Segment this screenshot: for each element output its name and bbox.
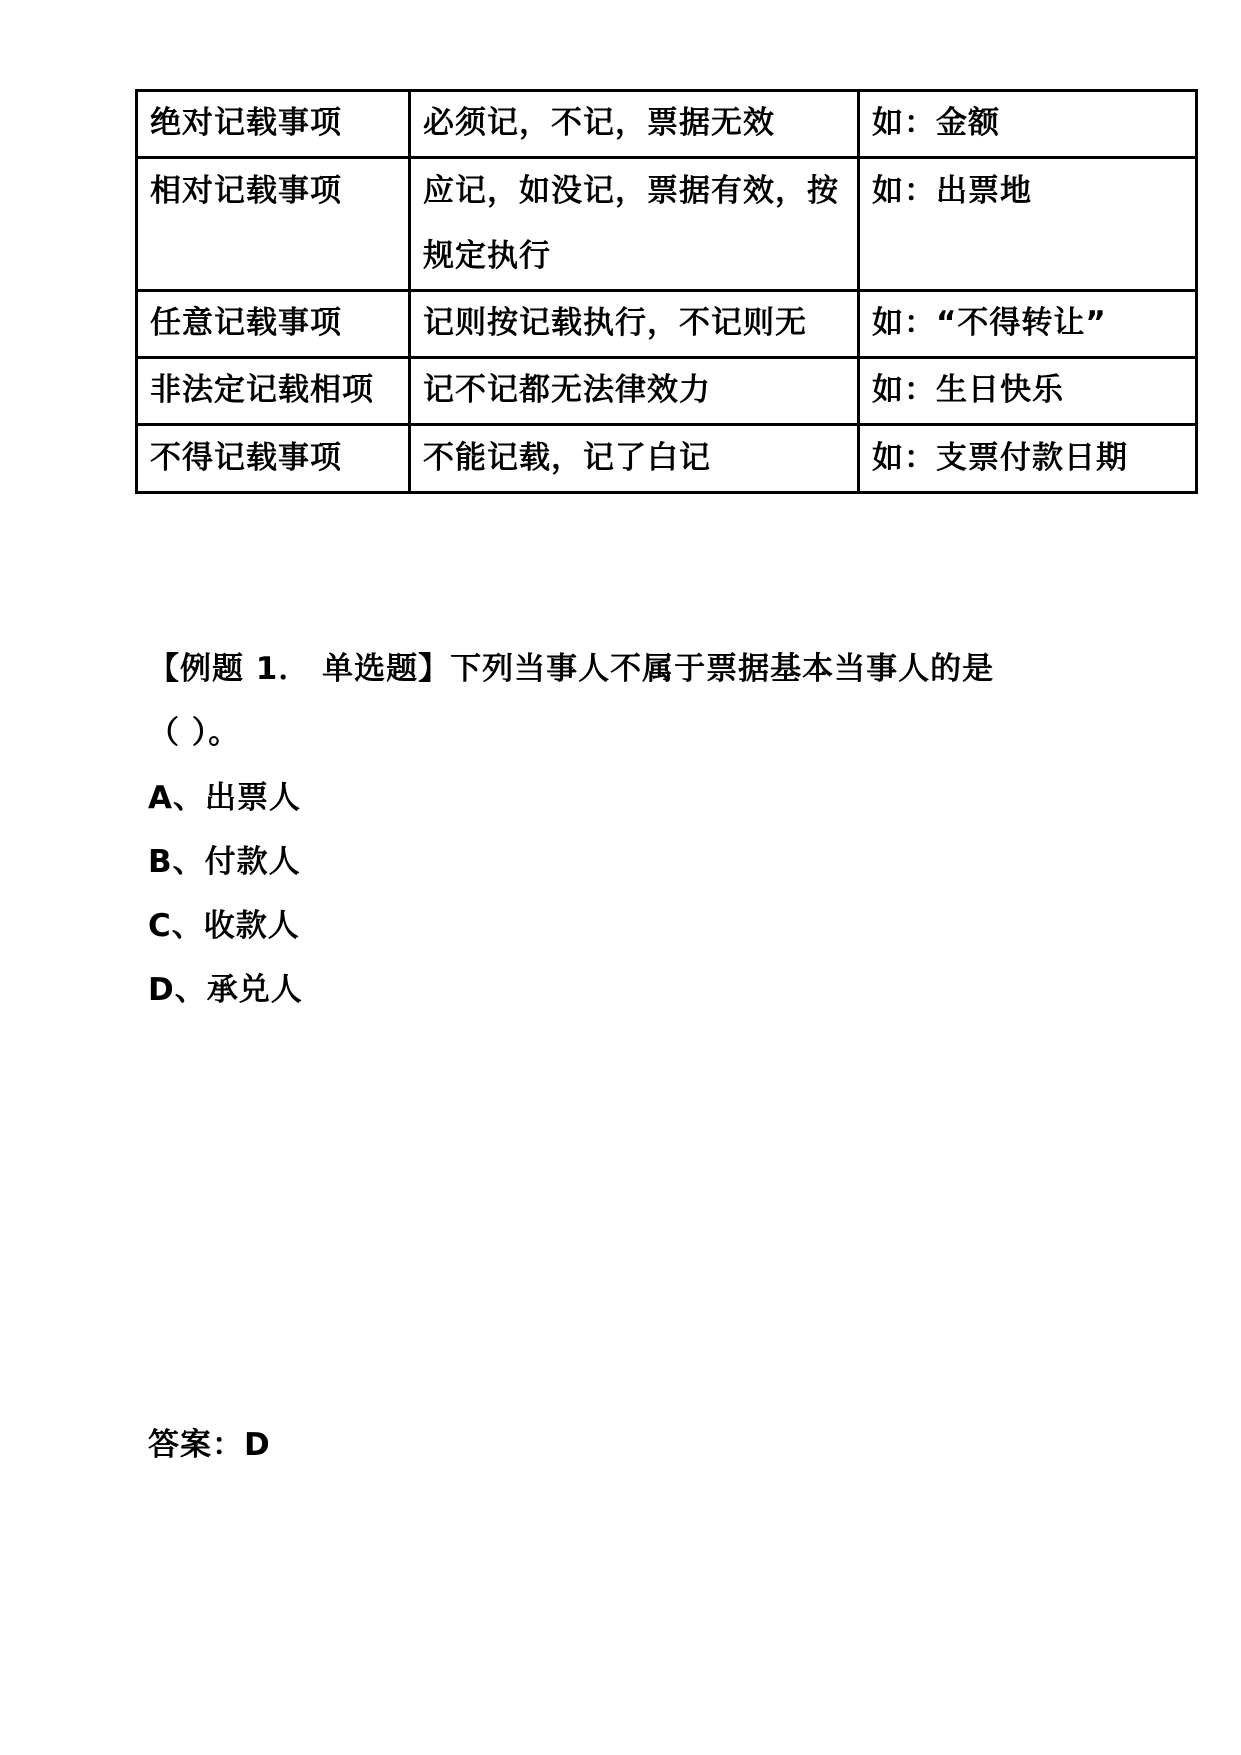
item-type-cell: 非法定记载相项 — [137, 358, 410, 425]
question-stem: 【例题 1． 单选题】下列当事人不属于票据基本当事人的是 — [148, 651, 995, 687]
item-rule-cell: 应记，如没记，票据有效，按规定执行 — [410, 158, 859, 291]
table-row — [137, 91, 1197, 158]
recording-items-table — [135, 89, 1198, 494]
item-rule-cell: 不能记载，记了白记 — [410, 425, 859, 493]
item-rule-cell: 记则按记载执行，不记则无 — [410, 291, 859, 358]
item-rule-cell: 记不记都无法律效力 — [410, 358, 859, 425]
table-row — [137, 291, 1197, 358]
table-row — [137, 158, 1197, 291]
item-example-cell: 如：金额 — [859, 91, 1197, 158]
option-d: D、承兑人 — [148, 972, 303, 1008]
option-c: C、收款人 — [148, 908, 300, 944]
answer-options — [148, 766, 848, 1022]
question-blank: （ ）。 — [148, 715, 241, 751]
item-type-cell: 绝对记载事项 — [137, 91, 410, 158]
item-example-cell: 如：“不得转让” — [859, 291, 1197, 358]
item-example-cell: 如：生日快乐 — [859, 358, 1197, 425]
item-type-cell: 任意记载事项 — [137, 291, 410, 358]
example-question — [148, 637, 1108, 765]
item-type-cell: 相对记载事项 — [137, 158, 410, 291]
table-row — [137, 425, 1197, 493]
item-rule-cell: 必须记，不记，票据无效 — [410, 91, 859, 158]
option-b: B、付款人 — [148, 844, 301, 880]
item-example-cell: 如：出票地 — [859, 158, 1197, 291]
option-a: A、出票人 — [148, 780, 301, 816]
answer-line: 答案：D — [148, 1427, 271, 1463]
item-example-cell: 如：支票付款日期 — [859, 425, 1197, 493]
item-type-cell: 不得记载事项 — [137, 425, 410, 493]
table-row — [137, 358, 1197, 425]
